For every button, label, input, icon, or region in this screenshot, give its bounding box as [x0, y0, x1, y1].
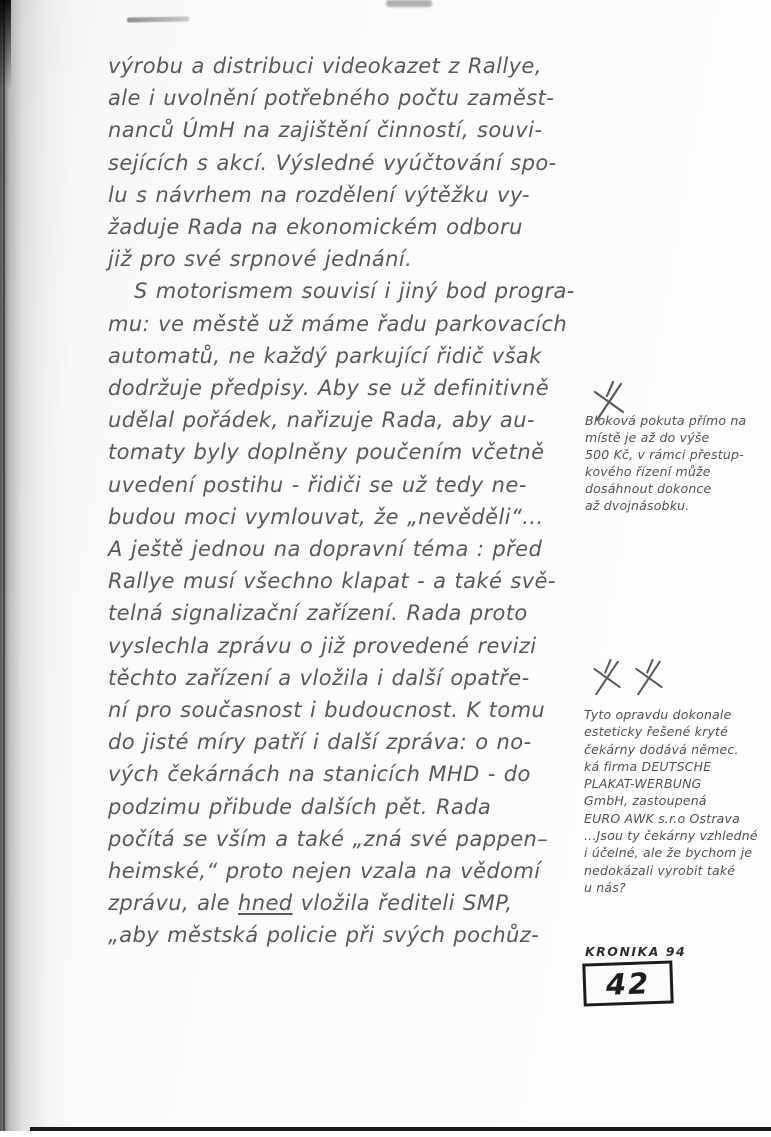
pencil-smudge: [127, 16, 189, 22]
text-line: vyslechla zprávu o již provedené revizi: [108, 633, 537, 658]
scan-binding-line: [3, 0, 5, 1137]
page-number-box: [582, 960, 673, 1006]
text-line: Rallye musí všechno klapat - a také svě-: [108, 569, 556, 594]
text-line: S motorismem souvisí i jiný bod progra-: [134, 279, 575, 304]
text-line: čekárny dodává němec.: [584, 741, 739, 757]
text-line: tomaty byly doplněny poučením včetně: [108, 440, 545, 465]
text-line: esteticky řešené kryté: [584, 724, 729, 740]
scan-bottom-margin: [0, 1131, 771, 1137]
scan-left-shadow: [0, 0, 72, 1137]
text-line: i účelné, ale že bychom je: [584, 845, 753, 861]
text-line: dodržuje předpisy. Aby se už definitivně: [108, 376, 550, 401]
margin-note-fine: [585, 412, 771, 514]
text-line: ...Jsou ty čekárny vzhledné: [584, 828, 758, 844]
text-line: u nás?: [584, 879, 626, 895]
text-line: mu: ve městě už máme řadu parkovacích: [108, 311, 568, 336]
scan-corner-mark: [0, 0, 11, 90]
text-line: ní pro současnost i budoucnost. K tomu: [108, 698, 546, 723]
text-line: do jisté míry patří i další zpráva: o no-: [108, 730, 532, 755]
text-line: ká firma DEUTSCHE: [584, 758, 712, 774]
text-line: sejících s akcí. Výsledné vyúčtování spo-: [108, 150, 557, 175]
margin-note-shelters: [584, 706, 771, 896]
text-line: 500 Kč, v rámci přestup-: [585, 447, 744, 462]
text-line: Tyto opravdu dokonale: [584, 707, 732, 722]
text-line: nanců ÚmH na zajištění činností, souvi-: [108, 118, 543, 143]
text-line: místě je až do výše: [585, 430, 710, 445]
text-line: dosáhnout dokonce: [585, 481, 712, 496]
text-line: A ještě jednou na dopravní téma : před: [108, 537, 543, 562]
text-line: nedokázali vyrobit také: [584, 862, 736, 878]
text-line: zprávu, ale hned vložila řediteli SMP,: [108, 891, 513, 916]
text-line: podzimu přibude dalších pět. Rada: [108, 794, 492, 819]
chronicle-label: KRONIKA 94: [585, 944, 687, 959]
text-line: žaduje Rada na ekonomickém odboru: [108, 215, 523, 240]
text-line: heimské,“ proto nejen vzala na vědomí: [108, 859, 541, 884]
text-line: GmbH, zastoupená: [584, 793, 707, 809]
text-line: vých čekárnách na stanicích MHD - do: [108, 762, 531, 787]
text-line: ale i uvolnění potřebného počtu zaměst-: [108, 86, 555, 111]
text-line: až dvojnásobku.: [585, 498, 690, 513]
text-line: budou moci vymlouvat, že „nevěděli“...: [108, 504, 544, 529]
scan-top-smudge: [386, 0, 432, 7]
text-line: automatů, ne každý parkující řidič však: [108, 343, 542, 368]
text-line: telná signalizační zařízení. Rada proto: [108, 601, 528, 626]
text-line: EURO AWK s.r.o Ostrava: [584, 810, 740, 826]
text-line: „aby městská policie při svých pochůz-: [108, 923, 540, 948]
text-line: již pro své srpnové jednání.: [108, 247, 413, 272]
main-text: [108, 50, 590, 952]
text-line: počítá se vším a také „zná své pappen–: [108, 826, 549, 851]
page-number: 42: [605, 965, 651, 1002]
text-line: kového řízení může: [585, 464, 711, 479]
text-line: Bloková pokuta přímo na: [585, 413, 747, 428]
text-line: udělal pořádek, nařizuje Rada, aby au-: [108, 408, 535, 433]
text-line: lu s návrhem na rozdělení výtěžku vy-: [108, 182, 530, 207]
text-line: těchto zařízení a vložila i další opatře-: [108, 665, 530, 690]
text-line: uvedení postihu - řidiči se už tedy ne-: [108, 472, 527, 497]
text-line: výrobu a distribuci videokazet z Rallye,: [108, 54, 542, 78]
text-line: PLAKAT-WERBUNG: [584, 776, 702, 792]
double-asterisk-icon: [588, 658, 668, 698]
